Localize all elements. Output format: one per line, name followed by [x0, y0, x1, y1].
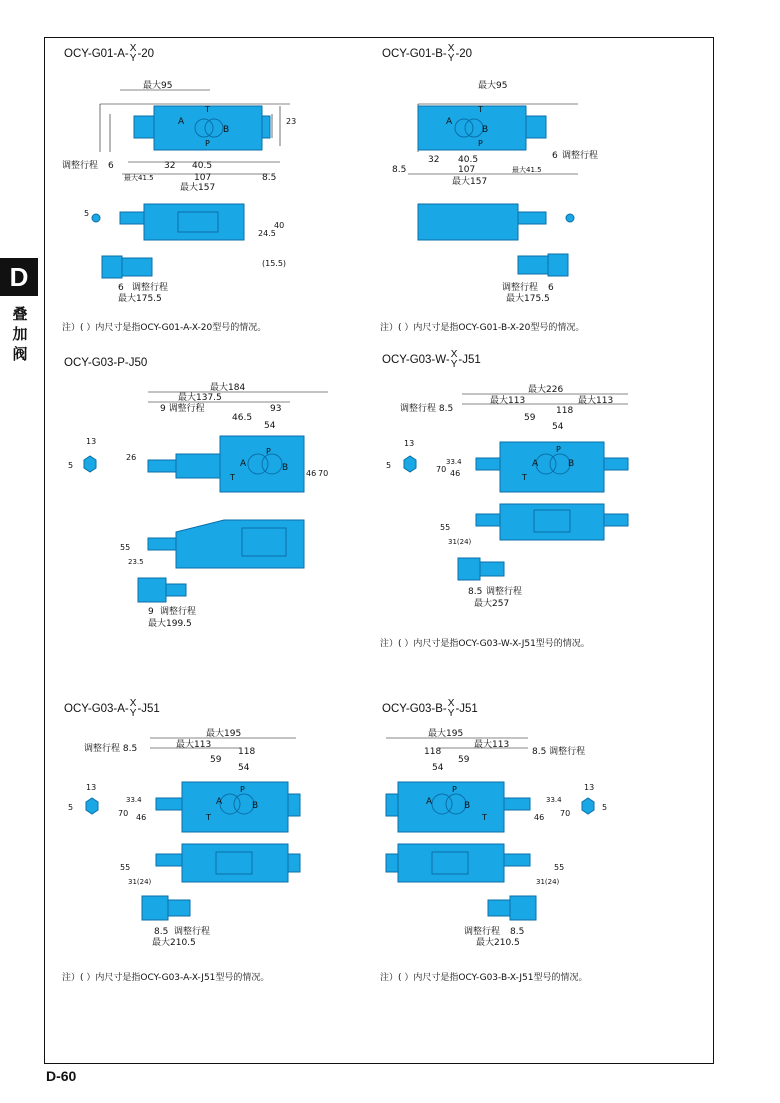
knob-detail	[122, 258, 152, 276]
dim-max2: 最大113	[474, 740, 510, 750]
section-label: 叠加阀	[12, 305, 28, 363]
dim-46: 46	[534, 813, 545, 822]
dim-59: 59	[210, 755, 222, 765]
dim-b: 40.5	[458, 155, 479, 165]
hex-dim-13: 13	[86, 437, 97, 446]
panel-1-note: 注）( ）内尺寸是指OCY-G01-A-X-20型号的情况。	[62, 323, 267, 333]
bot-max: 最大175.5	[118, 294, 162, 304]
dim-e: 8.5	[392, 165, 407, 175]
panel-5-drawing	[60, 724, 330, 954]
bot-max: 最大175.5	[506, 294, 550, 304]
dim-46-5: 46.5	[232, 413, 253, 423]
dim-46: 46	[450, 469, 461, 478]
dim-stroke: 6	[108, 161, 114, 171]
panel-6-title: OCY-G03-B-X Y-J51	[382, 698, 478, 719]
dim-33-4: 33.4	[126, 796, 142, 804]
panel-1-drawing	[60, 76, 300, 306]
hex-dim-13: 13	[86, 783, 97, 792]
dim-a: 32	[164, 161, 176, 171]
dim-stroke-label: 8.5 调整行程	[532, 747, 586, 757]
side-dim-a: 5	[84, 209, 90, 218]
dim-70: 70	[118, 809, 129, 818]
section-tab: D	[0, 258, 38, 296]
hex-dim-5: 5	[68, 461, 74, 470]
valve-side-view	[144, 204, 244, 240]
dim-31: 31(24)	[128, 878, 152, 886]
panel-3-title: OCY-G03-P-J50	[64, 357, 148, 369]
panel-5-note: 注）( ）内尺寸是指OCY-G03-A-X-J51型号的情况。	[62, 973, 270, 983]
dim-59: 59	[524, 413, 536, 423]
bot-stroke-label: 调整行程	[502, 283, 539, 293]
dim-23-5: 23.5	[128, 558, 144, 566]
panel-3-drawing	[60, 380, 350, 640]
panel-2-drawing	[378, 76, 638, 306]
dim-stroke-label: 调整行程	[562, 151, 599, 161]
bot-stroke-label: 调整行程	[174, 927, 211, 937]
dim-70: 70	[318, 469, 329, 478]
dim-e: 8.5	[262, 173, 277, 183]
port-p-label: P	[452, 785, 457, 794]
dim-118: 118	[424, 747, 442, 757]
hex-dim-5: 5	[386, 461, 392, 470]
hex-nut	[84, 456, 96, 472]
knob-detail	[518, 256, 548, 274]
dim-max1: 最大195	[428, 729, 464, 739]
valve-side-view	[398, 844, 504, 882]
valve-body	[418, 106, 526, 150]
bot-stroke-label: 调整行程	[160, 607, 197, 617]
dim-f: 最大41.5	[512, 166, 542, 174]
dim-55: 55	[554, 863, 565, 872]
dim-stroke-label: 调整行程	[62, 161, 99, 171]
side-dim-d: (15.5)	[262, 259, 287, 268]
dim-70: 70	[560, 809, 571, 818]
dim-33-4: 33.4	[546, 796, 562, 804]
bot-stroke: 6	[118, 283, 124, 293]
port-a-label: A	[216, 797, 223, 807]
dim-33-4: 33.4	[446, 458, 462, 466]
side-dim-c: 40	[274, 221, 285, 230]
port-b-label: B	[568, 459, 575, 469]
valve-side-view	[500, 504, 604, 540]
bot-stroke-label: 调整行程	[486, 587, 523, 597]
panel-4-note: 注）( ）内尺寸是指OCY-G03-W-X-J51型号的情况。	[380, 639, 590, 649]
valve-body	[398, 782, 504, 832]
dim-93: 93	[270, 404, 282, 414]
port-a-label: A	[426, 797, 433, 807]
port-a-label: A	[446, 117, 453, 127]
panel-2-title: OCY-G01-B-X Y-20	[382, 43, 473, 64]
port-t-label: T	[205, 105, 210, 114]
port-p-label: P	[240, 785, 245, 794]
dim-70: 70	[436, 465, 447, 474]
dim-max2: 最大137.5	[178, 393, 222, 403]
hex-nut	[582, 798, 594, 814]
dim-31: 31(24)	[536, 878, 560, 886]
dim-d: 最大157	[180, 183, 216, 193]
port-p-label: P	[478, 139, 483, 148]
hex-dim-13: 13	[404, 439, 415, 448]
valve-side-view	[418, 204, 518, 240]
port-t-label: T	[230, 473, 235, 482]
port-b-label: B	[282, 463, 289, 473]
panel-4-drawing	[378, 380, 668, 620]
dim-max3: 最大113	[578, 396, 614, 406]
dim-59: 59	[458, 755, 470, 765]
dim-118: 118	[556, 406, 574, 416]
side-dim-b: 24.5	[258, 229, 276, 238]
dim-stroke-label: 调整行程 8.5	[400, 404, 454, 414]
dim-max1: 最大195	[206, 729, 242, 739]
hex-dim-13: 13	[584, 783, 595, 792]
dim-54: 54	[552, 422, 564, 432]
dim-max2: 最大113	[176, 740, 212, 750]
knob-detail	[142, 896, 168, 920]
dim-f: 最大41.5	[124, 174, 154, 182]
knob-detail	[510, 896, 536, 920]
port-a-label: A	[240, 459, 247, 469]
dim-46: 46	[136, 813, 147, 822]
panel-6-note: 注）( ）内尺寸是指OCY-G03-B-X-J51型号的情况。	[380, 973, 588, 983]
knob-detail	[458, 558, 480, 580]
dim-118: 118	[238, 747, 256, 757]
hex-nut	[86, 798, 98, 814]
port-b-label: B	[464, 801, 471, 811]
hex-nut	[404, 456, 416, 472]
bot-max: 最大210.5	[476, 938, 520, 948]
valve-side-view	[182, 844, 288, 882]
dim-55: 55	[120, 543, 131, 552]
bot-stroke: 8.5	[510, 927, 525, 937]
dim-max-width: 最大95	[478, 81, 508, 91]
port-t-label: T	[478, 105, 483, 114]
dim-c: 107	[458, 165, 476, 175]
dim-c: 107	[194, 173, 212, 183]
bot-stroke: 8.5	[154, 927, 169, 937]
port-b-label: B	[252, 801, 259, 811]
dim-55: 55	[120, 863, 131, 872]
valve-side-view	[176, 520, 304, 568]
knob-detail	[138, 578, 166, 602]
dim-54: 54	[238, 763, 250, 773]
valve-body	[500, 442, 604, 492]
bot-max: 最大210.5	[152, 938, 196, 948]
port-p-label: P	[266, 447, 271, 456]
panel-2-note: 注）( ）内尺寸是指OCY-G01-B-X-20型号的情况。	[380, 323, 585, 333]
dim-a: 32	[428, 155, 440, 165]
port-t-label: T	[522, 473, 527, 482]
dim-r3: 23	[286, 117, 297, 126]
dim-max2: 最大113	[490, 396, 526, 406]
port-a-label: A	[178, 117, 185, 127]
bot-stroke: 8.5	[468, 587, 483, 597]
panel-5-title: OCY-G03-A-X Y-J51	[64, 698, 160, 719]
adjust-knob	[134, 116, 154, 138]
bot-stroke-label: 调整行程	[464, 927, 501, 937]
dim-stroke-label: 9 调整行程	[160, 404, 205, 414]
dim-max1: 最大226	[528, 385, 564, 395]
bot-max: 最大199.5	[148, 619, 192, 629]
panel-4-title: OCY-G03-W-X Y-J51	[382, 349, 481, 370]
dim-d: 最大157	[452, 177, 488, 187]
bot-stroke: 9	[148, 607, 154, 617]
dim-26: 26	[126, 453, 137, 462]
dim-b: 40.5	[192, 161, 213, 171]
adjust-knob	[176, 454, 220, 478]
adjust-knob	[526, 116, 546, 138]
bot-stroke-label: 调整行程	[132, 283, 169, 293]
valve-body	[182, 782, 288, 832]
port-t-label: T	[482, 813, 487, 822]
hex-dim-5: 5	[602, 803, 608, 812]
hex-dim-5: 5	[68, 803, 74, 812]
dim-max1: 最大184	[210, 383, 246, 393]
panel-6-drawing	[378, 724, 648, 954]
dim-max-width: 最大95	[143, 81, 173, 91]
dim-55: 55	[440, 523, 451, 532]
page-number: D-60	[46, 1068, 77, 1084]
bot-stroke: 6	[548, 283, 554, 293]
port-p-label: P	[556, 445, 561, 454]
dim-stroke: 6	[552, 151, 558, 161]
port-b-label: B	[482, 125, 489, 135]
dim-54: 54	[432, 763, 444, 773]
dim-stroke-label: 调整行程 8.5	[84, 744, 138, 754]
port-a-label: A	[532, 459, 539, 469]
dim-31: 31(24)	[448, 538, 472, 546]
dim-46: 46	[306, 469, 317, 478]
panel-1-title: OCY-G01-A-X Y-20	[64, 43, 155, 64]
dim-54: 54	[264, 421, 276, 431]
port-t-label: T	[206, 813, 211, 822]
port-b-label: B	[223, 125, 230, 135]
port-p-label: P	[205, 139, 210, 148]
bot-max: 最大257	[474, 599, 510, 609]
